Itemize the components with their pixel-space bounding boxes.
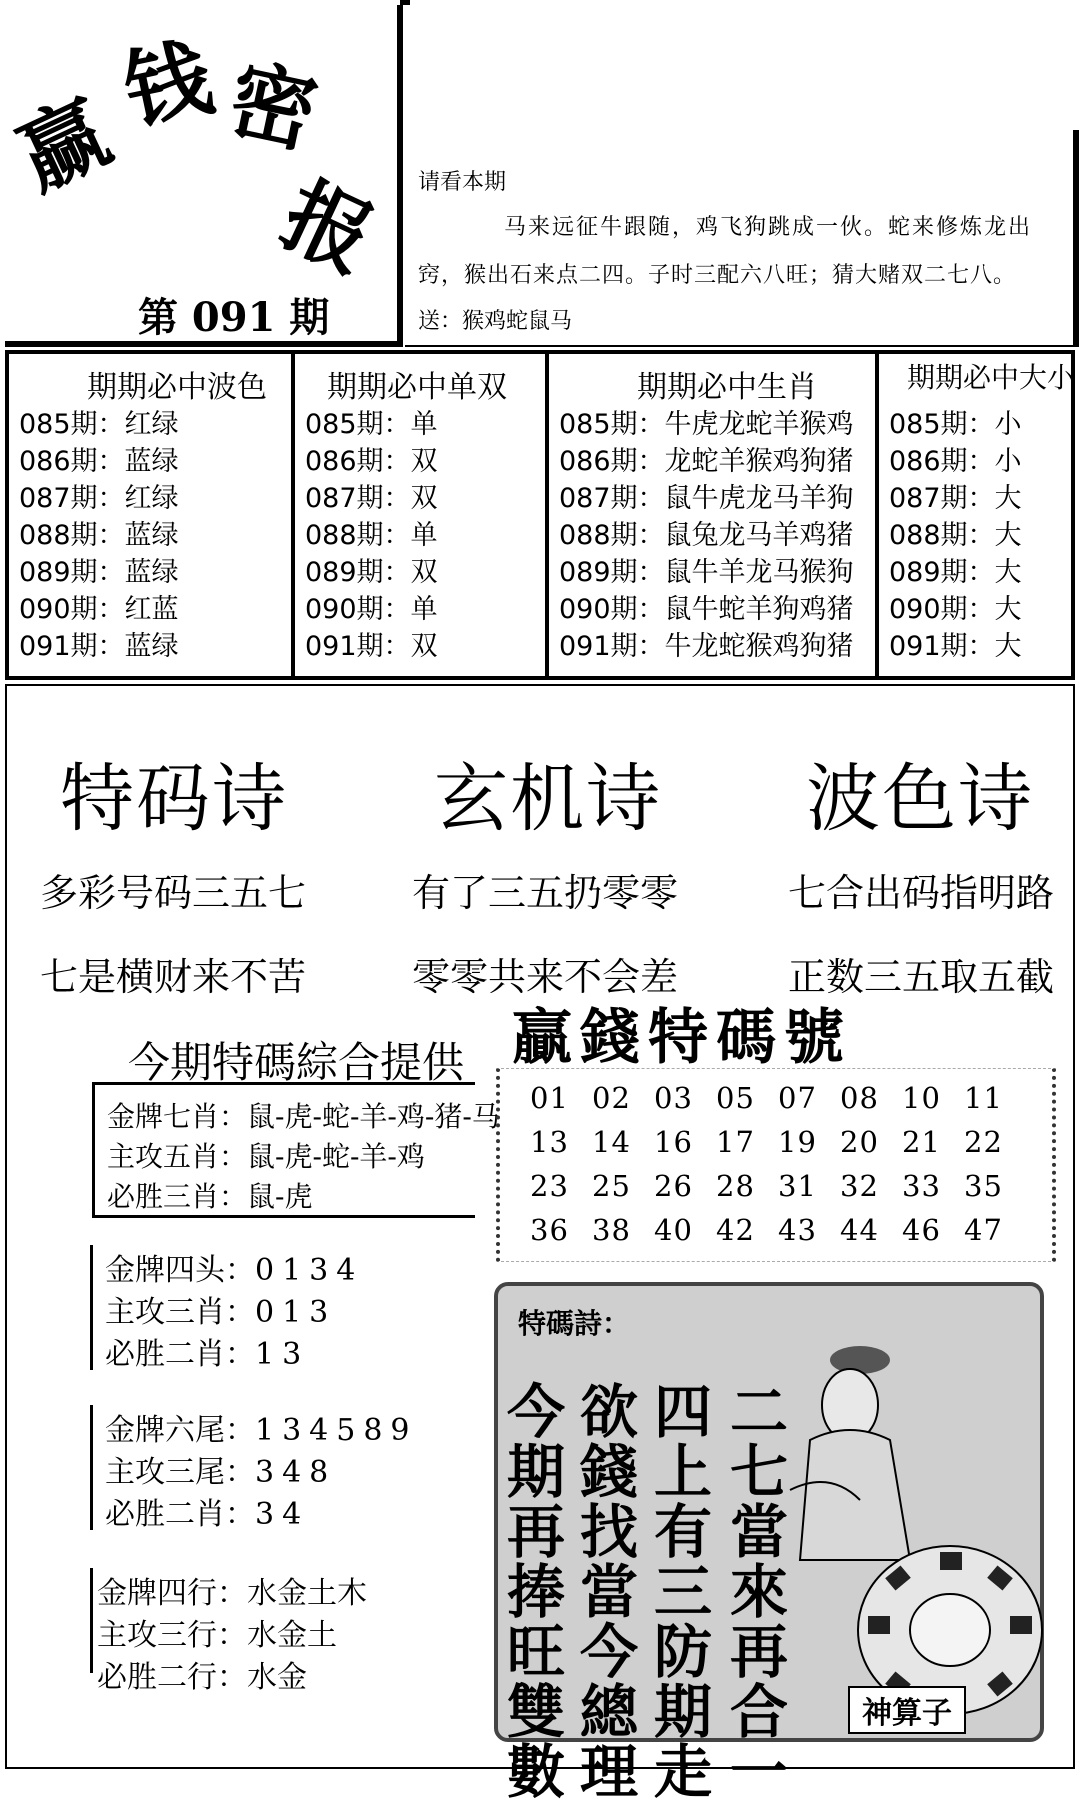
notice-line-1: 马来远征牛跟随，鸡飞狗跳成一伙。蛇来修炼龙出 <box>504 215 1033 240</box>
table-row: 088期：蓝绿 <box>19 520 179 551</box>
number-cell: 13 <box>530 1125 569 1159</box>
number-cell: 42 <box>716 1213 755 1247</box>
table-row: 091期：双 <box>305 631 438 662</box>
poem-column: 二七當來再合一 <box>729 1378 788 1806</box>
number-cell: 33 <box>902 1169 941 1203</box>
number-row <box>530 1213 1026 1247</box>
number-cell: 32 <box>840 1169 879 1203</box>
number-cell: 19 <box>778 1125 817 1159</box>
number-cell: 10 <box>902 1081 941 1115</box>
number-board <box>496 1068 1056 1262</box>
number-cell: 46 <box>902 1213 941 1247</box>
svg-text:钱: 钱 <box>115 26 221 144</box>
poem-line: 有了三五扔零零 <box>412 871 679 915</box>
table-row: 091期：大 <box>889 631 1022 662</box>
list-item: 金牌四头：0134 <box>105 1253 364 1288</box>
number-cell: 11 <box>964 1081 1003 1115</box>
table-row: 085期：单 <box>305 409 438 440</box>
poem-title: 波色诗 <box>806 756 1034 842</box>
issue-number: 第 091 期 <box>138 294 330 341</box>
table-title: 期期必中大小 <box>907 361 1076 394</box>
table-row: 086期：龙蛇羊猴鸡狗猪 <box>559 446 854 477</box>
number-cell: 22 <box>964 1125 1003 1159</box>
number-row <box>530 1169 1026 1203</box>
number-cell: 44 <box>840 1213 879 1247</box>
table-row: 089期：双 <box>305 557 438 588</box>
table-row: 090期：大 <box>889 594 1022 625</box>
poem-column: 四上有三防期走 <box>653 1378 712 1806</box>
list-item: 必胜二肖：13 <box>105 1337 310 1372</box>
table-title: 期期必中波色 <box>87 370 267 405</box>
number-cell: 43 <box>778 1213 817 1247</box>
number-cell: 14 <box>592 1125 631 1159</box>
number-cell: 03 <box>654 1081 693 1115</box>
table-row: 085期：牛虎龙蛇羊猴鸡 <box>559 409 854 440</box>
poem-column: 今期再捧旺雙數 <box>506 1378 565 1806</box>
svg-text:密: 密 <box>220 48 326 166</box>
list-item: 金牌六尾：134589 <box>105 1413 418 1448</box>
table-row: 088期：大 <box>889 520 1022 551</box>
number-cell: 02 <box>592 1081 631 1115</box>
list-item: 主攻五肖：鼠-虎-蛇-羊-鸡 <box>107 1140 425 1173</box>
list-item: 金牌四行：水金土木 <box>97 1576 367 1611</box>
number-cell: 35 <box>964 1169 1003 1203</box>
divider <box>400 0 410 5</box>
number-cell: 08 <box>840 1081 879 1115</box>
table-row: 088期：单 <box>305 520 438 551</box>
table-row: 090期：鼠牛蛇羊狗鸡猪 <box>559 594 854 625</box>
poem-line: 多彩号码三五七 <box>40 871 307 915</box>
svg-text:赢: 赢 <box>3 81 125 210</box>
poem-title: 特码诗 <box>60 756 288 842</box>
notice-line-2: 窍，猴出石来点二四。子时三配六八旺；猜大赌双二七八。 <box>418 263 1017 288</box>
table-title: 期期必中生肖 <box>637 370 817 405</box>
poem-line: 七合出码指明路 <box>788 871 1055 915</box>
table-odd-even <box>291 354 549 676</box>
list-item: 主攻三尾：348 <box>105 1455 337 1490</box>
list-item: 金牌七肖：鼠-虎-蛇-羊-鸡-猪-马 <box>107 1100 500 1133</box>
table-row: 086期：小 <box>889 446 1022 477</box>
table-row: 089期：鼠牛羊龙马猴狗 <box>559 557 854 588</box>
number-cell: 38 <box>592 1213 631 1247</box>
table-row: 087期：双 <box>305 483 438 514</box>
number-row <box>530 1081 1026 1115</box>
table-row: 086期：双 <box>305 446 438 477</box>
list-item: 必胜三肖：鼠-虎 <box>107 1180 313 1213</box>
elements-group <box>90 1568 367 1695</box>
heads-group <box>90 1245 364 1372</box>
poem-title: 玄机诗 <box>434 756 662 842</box>
table-row: 088期：鼠兔龙马羊鸡猪 <box>559 520 854 551</box>
table-row: 090期：单 <box>305 594 438 625</box>
number-cell: 25 <box>592 1169 631 1203</box>
number-cell: 07 <box>778 1081 817 1115</box>
table-row: 091期：牛龙蛇猴鸡狗猪 <box>559 631 854 662</box>
number-cell: 05 <box>716 1081 755 1115</box>
table-row: 091期：蓝绿 <box>19 631 179 662</box>
poem-line: 正数三五取五截 <box>788 955 1055 999</box>
number-cell: 31 <box>778 1169 817 1203</box>
tails-group <box>90 1405 418 1532</box>
notice-line-3: 送：猴鸡蛇鼠马 <box>418 309 573 334</box>
number-cell: 17 <box>716 1125 755 1159</box>
tema-poem-label: 特碼詩： <box>518 1307 631 1340</box>
number-cell: 26 <box>654 1169 693 1203</box>
sage-label: 神算子 <box>848 1686 966 1734</box>
list-item: 主攻三行：水金土 <box>97 1618 337 1653</box>
notice-heading: 请看本期 <box>418 170 507 195</box>
poem-column: 欲錢找當今總理 <box>579 1378 638 1806</box>
table-row: 087期：鼠牛虎龙马羊狗 <box>559 483 854 514</box>
prediction-tables <box>5 350 1075 680</box>
table-title: 期期必中单双 <box>327 370 507 405</box>
table-size <box>875 354 1075 676</box>
table-row: 085期：小 <box>889 409 1022 440</box>
table-row: 087期：红绿 <box>19 483 179 514</box>
sage-illustration <box>790 1300 1045 1720</box>
number-row <box>530 1125 1026 1159</box>
combo-box <box>92 1082 500 1218</box>
number-cell: 47 <box>964 1213 1003 1247</box>
number-cell: 16 <box>654 1125 693 1159</box>
table-row: 085期：红绿 <box>19 409 179 440</box>
svg-text:报: 报 <box>267 163 389 292</box>
poem-line: 七是横财来不苦 <box>40 955 307 999</box>
number-cell: 28 <box>716 1169 755 1203</box>
number-cell: 01 <box>530 1081 569 1115</box>
table-row: 086期：蓝绿 <box>19 446 179 477</box>
number-cell: 21 <box>902 1125 941 1159</box>
list-item: 必胜二行：水金 <box>97 1660 307 1695</box>
table-row: 090期：红蓝 <box>19 594 179 625</box>
list-item: 必胜二肖：34 <box>105 1497 310 1532</box>
number-cell: 40 <box>654 1213 693 1247</box>
list-item: 主攻三肖：013 <box>105 1295 337 1330</box>
number-cell: 20 <box>840 1125 879 1159</box>
win-numbers-title: 贏錢特碼號 <box>512 1003 852 1073</box>
table-row: 089期：蓝绿 <box>19 557 179 588</box>
table-row: 087期：大 <box>889 483 1022 514</box>
table-zodiac <box>545 354 879 676</box>
number-cell: 23 <box>530 1169 569 1203</box>
table-color <box>9 354 291 676</box>
poem-line: 零零共来不会差 <box>412 955 679 999</box>
table-row: 089期：大 <box>889 557 1022 588</box>
combo-title: 今期特碼綜合提供 <box>128 1038 465 1087</box>
number-cell: 36 <box>530 1213 569 1247</box>
